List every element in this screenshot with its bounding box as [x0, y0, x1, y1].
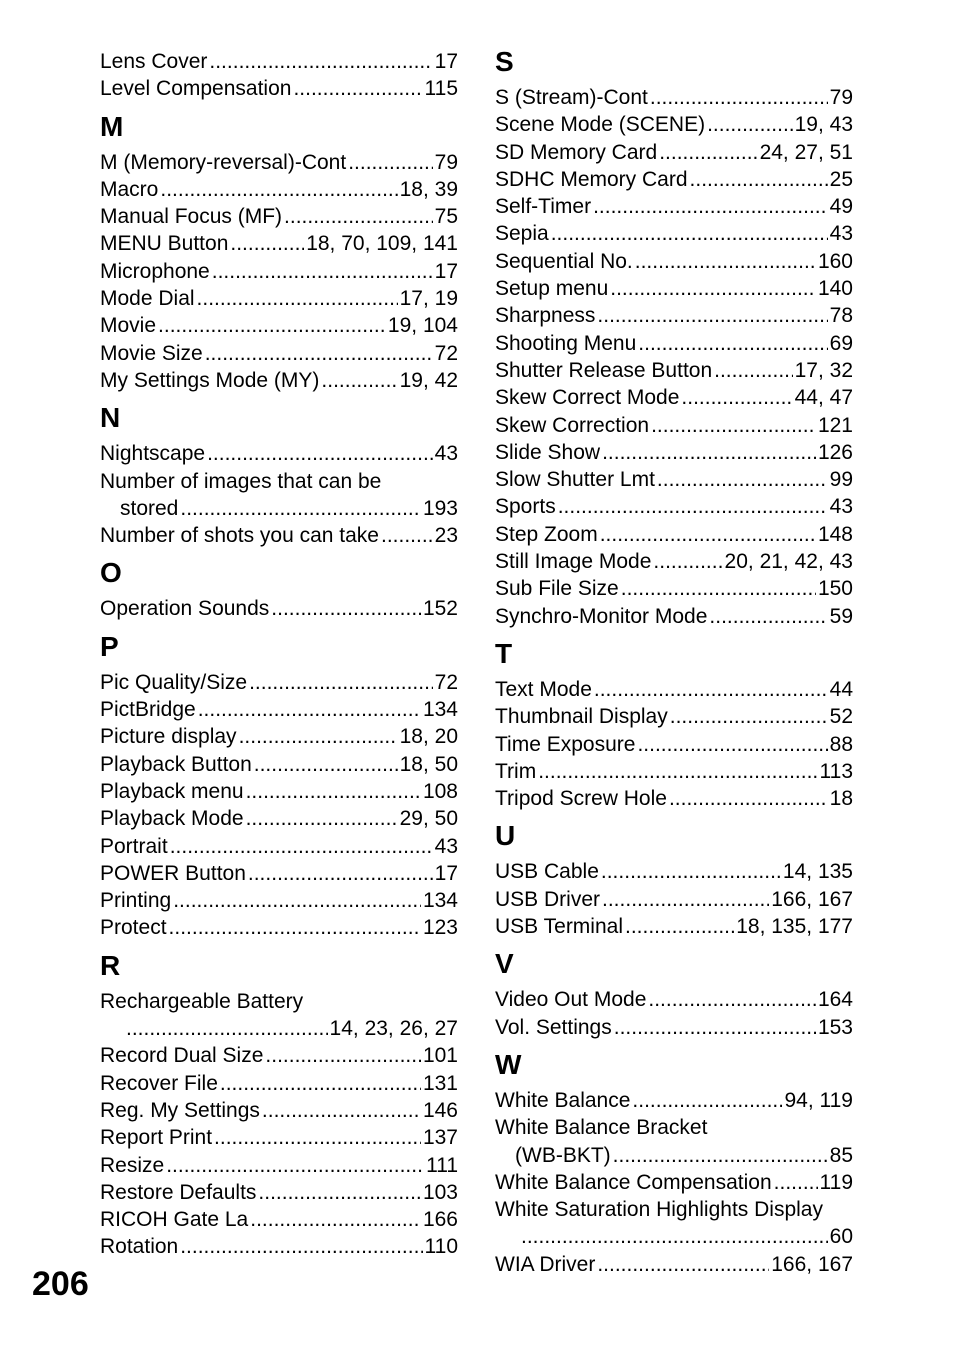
index-entry [495, 220, 853, 247]
index-entry [495, 166, 853, 193]
index-entry-pages: 79 [434, 150, 458, 174]
index-entry-pages: 69 [829, 331, 853, 355]
index-entry [495, 548, 853, 575]
dot-leader [169, 914, 421, 941]
dot-leader [158, 312, 386, 339]
dot-leader [348, 149, 432, 176]
dot-leader [284, 203, 433, 230]
index-entry-pages: 17 [434, 861, 458, 885]
index-entry-term: Picture display [100, 725, 237, 749]
dot-leader [173, 887, 421, 914]
index-entry-pages: 134 [422, 889, 458, 913]
index-entry-term: Sequential No. [495, 249, 633, 273]
index-entry [100, 440, 458, 467]
index-entry [495, 603, 853, 630]
dot-leader [648, 986, 816, 1013]
index-entry [495, 913, 853, 940]
index-entry [495, 1014, 853, 1041]
index-entry [495, 758, 853, 785]
index-entry-term: Movie Size [100, 341, 203, 365]
index-entry [495, 248, 853, 275]
index-entry-term: Rechargeable Battery [100, 989, 304, 1013]
index-entry-pages: 24, 27, 51 [759, 140, 853, 164]
index-entry-term: Pic Quality/Size [100, 670, 248, 694]
index-entry-term: Recover File [100, 1071, 218, 1095]
index-entry [100, 1152, 458, 1179]
index-entry-pages: 166, 167 [771, 887, 853, 911]
index-entry [495, 439, 853, 466]
index-entry-pages: 131 [422, 1071, 458, 1095]
index-entry [495, 1169, 853, 1196]
index-entry-pages: 19, 104 [387, 314, 458, 338]
index-entry [100, 312, 458, 339]
index-entry-term: Time Exposure [495, 732, 636, 756]
index-entry [100, 988, 458, 1043]
index-entry-continuation: (WB-BKT) [515, 1143, 611, 1167]
dot-leader [249, 669, 433, 696]
index-entry [495, 302, 853, 329]
section-letter-t: T [495, 637, 513, 669]
index-entry-term: Slide Show [495, 440, 601, 464]
index-entry-pages: 17, 19 [399, 287, 458, 311]
index-entry [100, 833, 458, 860]
index-entry-pages: 79 [829, 86, 853, 109]
index-entry-term: Sub File Size [495, 577, 619, 601]
index-entry-pages: 85 [829, 1143, 853, 1167]
index-entry-term: Number of shots you can take [100, 524, 379, 548]
index-entry-term: Microphone [100, 259, 210, 283]
index-entry [100, 230, 458, 257]
index-entry-term: Shooting Menu [495, 331, 637, 355]
index-entry-pages: 119 [819, 1170, 853, 1194]
section-letter-o: O [100, 557, 122, 589]
index-entry [100, 887, 458, 914]
index-entry-pages: 20, 21, 42, 43 [724, 550, 853, 574]
index-entry-pages: 111 [426, 1153, 458, 1177]
dot-leader [212, 258, 433, 285]
index-entry-pages: 110 [424, 1235, 458, 1259]
index-entry-pages: 23 [434, 524, 458, 548]
index-entry-term: White Saturation Highlights Display [495, 1198, 823, 1222]
index-entry-term: Playback Mode [100, 807, 244, 831]
index-entry [100, 1097, 458, 1124]
index-entry-term: Thumbnail Display [495, 705, 668, 729]
index-entry-pages: 43 [829, 495, 853, 519]
dot-leader [614, 1014, 816, 1041]
index-entry [100, 1042, 458, 1069]
index-entry-term: POWER Button [100, 861, 246, 885]
index-entry-term: SDHC Memory Card [495, 167, 688, 191]
index-entry-term: My Settings Mode (MY) [100, 368, 320, 392]
index-entry-term: SD Memory Card [495, 140, 658, 164]
index-entry [100, 751, 458, 778]
index-entry-term: Portrait [100, 834, 168, 858]
index-entry-pages: 17 [434, 50, 458, 73]
dot-leader [613, 1142, 828, 1169]
section-letter-v: V [495, 948, 514, 980]
index-entry [495, 575, 853, 602]
dot-leader [670, 703, 828, 730]
index-entry-pages: 59 [829, 604, 853, 628]
index-entry [100, 258, 458, 285]
index-entry-pages: 164 [817, 988, 853, 1012]
index-entry-pages: 25 [829, 167, 853, 191]
index-entry [100, 1070, 458, 1097]
index-entry-term: PictBridge [100, 698, 196, 722]
index-entry-pages: 44 [829, 677, 853, 701]
index-entry-term: Sports [495, 495, 556, 519]
section-letter-n: N [100, 402, 121, 434]
index-entry-term: Shutter Release Button [495, 358, 713, 382]
index-entry [100, 522, 458, 549]
index-entry-pages: 18, 135, 177 [736, 915, 853, 939]
index-entry-term: Step Zoom [495, 522, 598, 546]
index-entry-pages: 113 [819, 759, 853, 783]
section-letter-m: M [100, 110, 124, 142]
index-entry-term: Setup menu [495, 277, 609, 301]
index-entry [495, 676, 853, 703]
dot-leader [597, 302, 827, 329]
index-entry-pages: 101 [422, 1044, 458, 1068]
index-entry [495, 1251, 853, 1278]
index-entry [100, 149, 458, 176]
index-entry-term: Resize [100, 1153, 165, 1177]
dot-leader [597, 1251, 769, 1278]
dot-leader [230, 230, 304, 257]
index-entry [495, 1196, 853, 1251]
dot-leader [602, 886, 769, 913]
index-entry-pages: 17, 32 [794, 358, 853, 382]
dot-leader [637, 731, 827, 758]
index-entry [495, 111, 853, 138]
index-entry-term: USB Cable [495, 860, 599, 884]
index-entry-pages: 193 [422, 496, 458, 520]
dot-leader [160, 176, 397, 203]
index-entry-term: White Balance Compensation [495, 1170, 772, 1194]
index-entry-pages: 14, 23, 26, 27 [329, 1017, 458, 1041]
dot-leader [600, 521, 816, 548]
dot-leader [625, 913, 734, 940]
dot-leader [610, 275, 816, 302]
dot-leader [207, 440, 433, 467]
index-entry-pages: 72 [434, 341, 458, 365]
index-entry [100, 1124, 458, 1151]
index-entry [100, 914, 458, 941]
dot-leader [246, 805, 398, 832]
index-entry-term: Manual Focus (MF) [100, 205, 283, 229]
dot-leader [657, 466, 828, 493]
index-entry-pages: 140 [817, 277, 853, 301]
index-entry-term: Sharpness [495, 304, 596, 328]
index-entry-pages: 94, 119 [784, 1088, 853, 1112]
index-entry-term: USB Terminal [495, 915, 623, 939]
index-entry-pages: 17 [434, 259, 458, 283]
dot-leader [198, 696, 421, 723]
index-entry [495, 412, 853, 439]
index-entry [495, 986, 853, 1013]
dot-leader [659, 139, 757, 166]
index-entry-term: Restore Defaults [100, 1180, 257, 1204]
dot-leader [254, 751, 398, 778]
index-entry-pages: 18, 50 [399, 752, 458, 776]
dot-leader [321, 367, 397, 394]
index-entry-pages: 160 [817, 249, 853, 273]
dot-leader [538, 758, 817, 785]
index-entry-term: Reg. My Settings [100, 1098, 260, 1122]
index-entry [100, 669, 458, 696]
dot-leader [638, 330, 827, 357]
index-entry-term: Lens Cover [100, 50, 208, 73]
dot-leader [709, 603, 827, 630]
dot-leader [601, 858, 781, 885]
index-entry-term: Rotation [100, 1235, 179, 1259]
section-letter-s: S [495, 46, 514, 77]
index-entry-pages: 14, 135 [782, 860, 853, 884]
index-entry-pages: 152 [422, 597, 458, 621]
index-entry-term: S (Stream)-Cont [495, 86, 648, 109]
dot-leader [248, 860, 433, 887]
index-entry-term: Report Print [100, 1126, 213, 1150]
dot-leader [293, 75, 422, 102]
dot-leader [593, 193, 828, 220]
index-entry [100, 468, 458, 523]
dot-leader [197, 285, 398, 312]
section-letter-u: U [495, 820, 516, 852]
dot-leader [250, 1206, 421, 1233]
dot-leader [265, 1042, 421, 1069]
index-entry-pages: 123 [422, 916, 458, 940]
index-entry [100, 696, 458, 723]
index-entry-term: RICOH Gate La [100, 1208, 249, 1232]
index-entry [100, 176, 458, 203]
index-entry-pages: 29, 50 [399, 807, 458, 831]
index-entry-pages: 166 [422, 1208, 458, 1232]
index-entry [495, 1087, 853, 1114]
page-number: 206 [32, 1265, 89, 1303]
index-entry [495, 521, 853, 548]
index-entry [495, 703, 853, 730]
index-entry-pages: 99 [829, 468, 853, 492]
index-entry [100, 723, 458, 750]
index-entry-term: Playback menu [100, 779, 244, 803]
index-entry [100, 1206, 458, 1233]
index-column-left [100, 48, 458, 1261]
index-entry-term: Skew Correct Mode [495, 386, 680, 410]
index-entry [100, 805, 458, 832]
index-entry-pages: 134 [422, 698, 458, 722]
index-entry [495, 466, 853, 493]
index-entry-term: Video Out Mode [495, 988, 647, 1012]
index-entry-term: MENU Button [100, 232, 229, 256]
dot-leader [650, 84, 828, 111]
section-letter-w: W [495, 1048, 522, 1080]
dot-leader [209, 48, 432, 75]
index-entry-term: Skew Correction [495, 413, 650, 437]
index-entry [495, 193, 853, 220]
dot-leader [714, 357, 792, 384]
index-entry-pages: 78 [829, 304, 853, 328]
index-entry [495, 275, 853, 302]
index-entry [495, 886, 853, 913]
index-entry [100, 340, 458, 367]
dot-leader [262, 1097, 421, 1124]
dot-leader [635, 248, 816, 275]
index-entry-term: Scene Mode (SCENE) [495, 113, 706, 137]
index-entry [495, 1114, 853, 1169]
index-entry-continuation: stored [120, 496, 179, 520]
section-letter-p: P [100, 630, 119, 662]
index-entry [100, 367, 458, 394]
index-entry [100, 860, 458, 887]
index-entry-pages: 115 [424, 77, 458, 101]
index-entry-pages: 72 [434, 670, 458, 694]
index-entry-term: Level Compensation [100, 77, 292, 101]
index-entry-term: Synchro-Monitor Mode [495, 604, 708, 628]
index-entry-pages: 148 [817, 522, 853, 546]
index-entry [495, 384, 853, 411]
dot-leader [651, 412, 816, 439]
index-entry [495, 357, 853, 384]
index-entry [100, 1233, 458, 1260]
index-entry-term: Nightscape [100, 442, 206, 466]
dot-leader [170, 833, 433, 860]
index-entry-term: Printing [100, 889, 172, 913]
index-entry-term: USB Driver [495, 887, 601, 911]
dot-leader [594, 676, 828, 703]
index-entry [100, 75, 458, 102]
index-entry [495, 330, 853, 357]
index-entry-pages: 126 [817, 440, 853, 464]
index-entry-pages: 43 [829, 222, 853, 246]
index-entry-pages: 88 [829, 732, 853, 756]
index-entry-term: Macro [100, 177, 159, 201]
index-entry-pages: 19, 42 [399, 368, 458, 392]
index-entry-pages: 18, 70, 109, 141 [306, 232, 458, 256]
index-entry [495, 493, 853, 520]
index-entry [100, 203, 458, 230]
dot-leader [653, 548, 722, 575]
index-entry-term: Playback Button [100, 752, 252, 776]
dot-leader [214, 1124, 421, 1151]
index-entry-term: Sepia [495, 222, 549, 246]
index-entry-term: Vol. Settings [495, 1015, 612, 1039]
dot-leader [681, 384, 792, 411]
dot-leader [126, 1015, 328, 1042]
dot-leader [271, 595, 421, 622]
index-entry-term: Operation Sounds [100, 597, 270, 621]
index-entry-term: Tripod Screw Hole [495, 787, 667, 811]
index-entry [100, 595, 458, 622]
dot-leader [258, 1179, 421, 1206]
index-entry [100, 1179, 458, 1206]
index-entry [495, 785, 853, 812]
dot-leader [180, 495, 421, 522]
index-entry-pages: 43 [434, 442, 458, 466]
index-entry-pages: 52 [829, 705, 853, 729]
index-entry [100, 285, 458, 312]
index-entry-term: Slow Shutter Lmt [495, 468, 655, 492]
index-column-right [495, 48, 853, 1278]
dot-leader [521, 1223, 828, 1250]
index-entry-pages: 49 [829, 195, 853, 219]
index-entry [495, 731, 853, 758]
index-entry-term: Trim [495, 759, 537, 783]
index-entry-term: Self-Timer [495, 195, 592, 219]
index-entry [100, 778, 458, 805]
index-entry-pages: 19, 43 [794, 113, 853, 137]
index-entry-pages: 153 [817, 1015, 853, 1039]
index-entry-term: Still Image Mode [495, 550, 652, 574]
index-entry-pages: 108 [422, 779, 458, 803]
dot-leader [551, 220, 828, 247]
index-entry [495, 858, 853, 885]
index-entry-pages: 18 [829, 787, 853, 811]
dot-leader [690, 166, 828, 193]
index-entry-pages: 146 [422, 1098, 458, 1122]
dot-leader [774, 1169, 818, 1196]
dot-leader [602, 439, 816, 466]
dot-leader [381, 522, 433, 549]
index-entry-pages: 150 [817, 577, 853, 601]
index-entry-pages: 43 [434, 834, 458, 858]
index-entry-term: Text Mode [495, 677, 592, 701]
index-entry-pages: 60 [829, 1225, 853, 1249]
index-entry-term: White Balance Bracket [495, 1116, 708, 1140]
dot-leader [246, 778, 421, 805]
dot-leader [205, 340, 433, 367]
index-entry [495, 84, 853, 111]
index-entry-term: WIA Driver [495, 1252, 596, 1276]
index-entry-term: Record Dual Size [100, 1044, 264, 1068]
index-entry-pages: 75 [434, 205, 458, 229]
index-entry-term: Mode Dial [100, 287, 195, 311]
index-entry [495, 139, 853, 166]
index-entry-term: Protect [100, 916, 167, 940]
index-entry-term: White Balance [495, 1088, 631, 1112]
index-entry-pages: 166, 167 [771, 1252, 853, 1276]
dot-leader [669, 785, 828, 812]
index-entry-pages: 121 [817, 413, 853, 437]
index-entry-term: Movie [100, 314, 157, 338]
index-entry-pages: 18, 20 [399, 725, 458, 749]
section-letter-r: R [100, 949, 121, 981]
dot-leader [632, 1087, 782, 1114]
index-entry-term: Number of images that can be [100, 469, 382, 493]
dot-leader [239, 723, 398, 750]
index-entry-term: M (Memory-reversal)-Cont [100, 150, 347, 174]
dot-leader [558, 493, 828, 520]
dot-leader [166, 1152, 424, 1179]
dot-leader [621, 575, 816, 602]
index-entry-pages: 18, 39 [399, 177, 458, 201]
index-entry [100, 48, 458, 75]
dot-leader [707, 111, 793, 138]
index-entry-pages: 137 [422, 1126, 458, 1150]
index-entry-pages: 44, 47 [794, 386, 853, 410]
index-entry-pages: 103 [422, 1180, 458, 1204]
dot-leader [180, 1233, 422, 1260]
dot-leader [220, 1070, 421, 1097]
